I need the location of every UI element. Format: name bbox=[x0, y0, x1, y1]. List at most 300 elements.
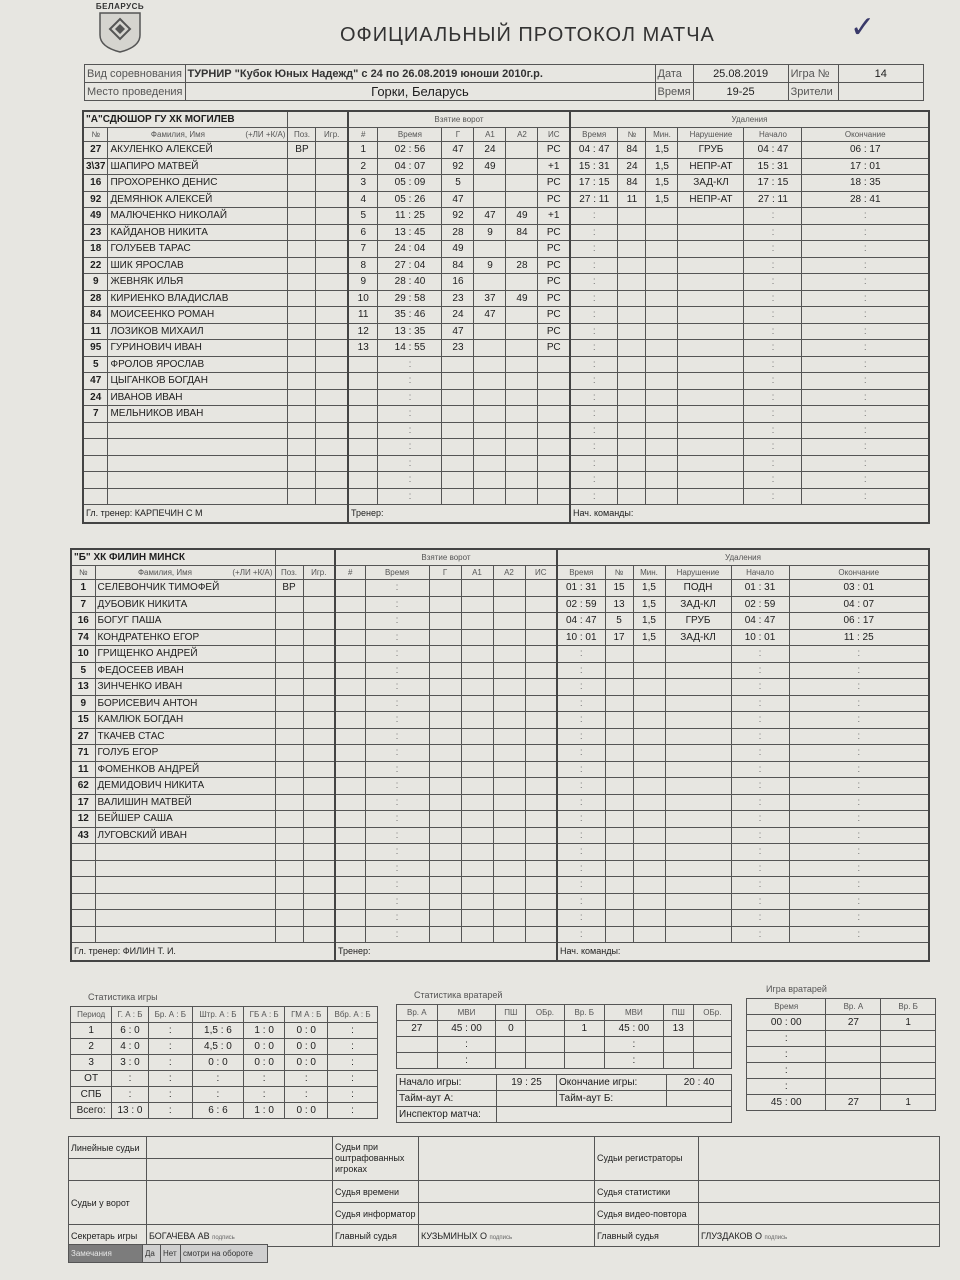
team-a-goal-assist1 bbox=[474, 488, 506, 505]
team-b-goal-number bbox=[335, 811, 365, 828]
team-b-goal-time: : bbox=[365, 745, 429, 762]
team-b-goal-time: : bbox=[365, 728, 429, 745]
team-b-penalty-end: : bbox=[789, 712, 929, 729]
game-stats-header: Г. А : Б bbox=[112, 1007, 148, 1023]
team-b-goal-time: : bbox=[365, 926, 429, 943]
team-a-penalty-type bbox=[678, 439, 744, 456]
goalie-stats-header: МВИ bbox=[437, 1005, 496, 1021]
team-a-trainer-label: Тренер: bbox=[350, 508, 384, 519]
goalie-game-cell bbox=[826, 1063, 881, 1079]
team-a-row bbox=[83, 356, 929, 373]
game-no-label: Игра № bbox=[788, 65, 838, 83]
team-b-penalty-end: : bbox=[789, 761, 929, 778]
team-a-penalty-start: : bbox=[744, 340, 802, 357]
team-b-goal-time: : bbox=[365, 811, 429, 828]
team-b-goal-number bbox=[335, 910, 365, 927]
team-b-penalty-minutes bbox=[633, 728, 665, 745]
game-stats-cell: 6 : 6 bbox=[192, 1103, 243, 1119]
team-a-goal-strength: РС bbox=[538, 274, 570, 291]
team-b-penalty-time: : bbox=[557, 712, 605, 729]
team-a-player-pos bbox=[288, 323, 316, 340]
video-judge-value bbox=[699, 1203, 940, 1225]
team-b-player-name: БОРИСЕВИЧ АНТОН bbox=[95, 695, 275, 712]
team-a-penalty-end: : bbox=[802, 406, 929, 423]
team-a-blank-head bbox=[288, 111, 348, 128]
team-b-goal-scorer bbox=[429, 811, 461, 828]
team-a-penalty-player: 84 bbox=[618, 175, 646, 192]
team-a-player-pos bbox=[288, 257, 316, 274]
team-b-penalty-type bbox=[665, 926, 731, 943]
team-b-row bbox=[71, 893, 929, 910]
team-a-goal-assist1 bbox=[474, 340, 506, 357]
team-a-goal-assist1 bbox=[474, 191, 506, 208]
team-b-goal-scorer bbox=[429, 827, 461, 844]
team-b-penalty-time: : bbox=[557, 761, 605, 778]
team-b-blank-head bbox=[275, 549, 335, 566]
team-a-penalty-start: : bbox=[744, 422, 802, 439]
team-a-player-name: ПРОХОРЕНКО ДЕНИС bbox=[108, 175, 288, 192]
goalie-stats-cell: 45 : 00 bbox=[437, 1021, 496, 1037]
team-a-penalty-time: : bbox=[570, 422, 618, 439]
team-b-col-p_no: № bbox=[605, 566, 633, 580]
team-b-row bbox=[71, 613, 929, 630]
team-a-player-games bbox=[316, 274, 348, 291]
team-b-player-games bbox=[303, 827, 335, 844]
team-b-goal-number bbox=[335, 728, 365, 745]
team-a-penalty-type bbox=[678, 290, 744, 307]
team-a-penalty-time: : bbox=[570, 488, 618, 505]
match-info-table bbox=[84, 64, 924, 101]
team-b-penalty-minutes bbox=[633, 811, 665, 828]
team-a-goal-assist1 bbox=[474, 323, 506, 340]
team-a-goal-time: 28 : 40 bbox=[378, 274, 442, 291]
team-b-goal-assist1 bbox=[461, 629, 493, 646]
team-b-penalty-end: : bbox=[789, 794, 929, 811]
team-a-goal-assist2 bbox=[506, 323, 538, 340]
team-a-penalty-player bbox=[618, 488, 646, 505]
team-b-penalty-player bbox=[605, 712, 633, 729]
team-b-penalty-start: : bbox=[731, 844, 789, 861]
team-b-goal-number bbox=[335, 860, 365, 877]
game-stats-cell: : bbox=[112, 1087, 148, 1103]
penalty-judges-label: Судьи при оштрафованных игроках bbox=[333, 1137, 419, 1181]
team-a-player-games bbox=[316, 406, 348, 423]
team-a-penalty-time: : bbox=[570, 257, 618, 274]
team-a-penalty-player bbox=[618, 290, 646, 307]
team-a-goal-time: 14 : 55 bbox=[378, 340, 442, 357]
team-b-goal-assist2 bbox=[493, 580, 525, 597]
team-a-penalty-minutes bbox=[646, 208, 678, 225]
team-b-penalty-end: : bbox=[789, 745, 929, 762]
team-b-goal-strength bbox=[525, 893, 557, 910]
team-a-player-number: 9 bbox=[83, 274, 108, 291]
team-b-penalty-type bbox=[665, 761, 731, 778]
goalie-stats-header: ОБр. bbox=[693, 1005, 731, 1021]
game-stats-cell: : bbox=[148, 1103, 192, 1119]
team-b-goal-assist2 bbox=[493, 662, 525, 679]
team-a-row bbox=[83, 373, 929, 390]
team-a-penalty-end: : bbox=[802, 472, 929, 489]
team-a-penalty-start: 27 : 11 bbox=[744, 191, 802, 208]
team-b-goal-strength bbox=[525, 613, 557, 630]
team-a-goal-time: 02 : 56 bbox=[378, 142, 442, 159]
team-b-goal-time: : bbox=[365, 695, 429, 712]
team-a-penalty-type bbox=[678, 241, 744, 258]
team-b-penalty-minutes bbox=[633, 679, 665, 696]
team-a-player-name: КИРИЕНКО ВЛАДИСЛАВ bbox=[108, 290, 288, 307]
team-a-player-name: ФРОЛОВ ЯРОСЛАВ bbox=[108, 356, 288, 373]
team-a-goal-strength bbox=[538, 406, 570, 423]
game-stats-cell: : bbox=[148, 1071, 192, 1087]
team-a-penalty-time: : bbox=[570, 274, 618, 291]
team-a-player-pos bbox=[288, 455, 316, 472]
team-a-player-number: 16 bbox=[83, 175, 108, 192]
timeout-b-value bbox=[667, 1091, 732, 1107]
team-b-col-p_type: Нарушение bbox=[665, 566, 731, 580]
team-a-player-number bbox=[83, 455, 108, 472]
team-a-penalty-end: : bbox=[802, 488, 929, 505]
team-a-penalty-end: 17 : 01 bbox=[802, 158, 929, 175]
team-a-penalty-start: : bbox=[744, 356, 802, 373]
team-a-penalty-type bbox=[678, 455, 744, 472]
team-a-row bbox=[83, 257, 929, 274]
team-a-goal-scorer: 84 bbox=[442, 257, 474, 274]
team-a-goal-number bbox=[348, 439, 378, 456]
team-a-player-number: 27 bbox=[83, 142, 108, 159]
team-a-goal-number bbox=[348, 488, 378, 505]
team-a-goal-assist2 bbox=[506, 175, 538, 192]
team-a-penalty-type bbox=[678, 472, 744, 489]
team-b-goal-scorer bbox=[429, 679, 461, 696]
team-b-goal-assist1 bbox=[461, 877, 493, 894]
team-b-penalty-type bbox=[665, 695, 731, 712]
goalie-stats-cell: : bbox=[437, 1053, 496, 1069]
team-a-goal-strength bbox=[538, 472, 570, 489]
team-a-col-g: Г bbox=[442, 128, 474, 142]
team-b-penalty-minutes bbox=[633, 877, 665, 894]
team-a-player-name: ГОЛУБЕВ ТАРАС bbox=[108, 241, 288, 258]
team-a-penalty-start: : bbox=[744, 307, 802, 324]
goalie-stats-cell bbox=[526, 1053, 564, 1069]
team-a-player-number: 95 bbox=[83, 340, 108, 357]
team-a-col-name-text: Фамилия, Имя bbox=[150, 130, 205, 139]
team-b-player-number: 11 bbox=[71, 761, 95, 778]
goalie-stats-cell: 1 bbox=[564, 1021, 604, 1037]
team-b-goal-assist1 bbox=[461, 811, 493, 828]
goalie-stats-cell bbox=[693, 1037, 731, 1053]
game-stats-cell: 0 : 0 bbox=[285, 1023, 328, 1039]
team-a-goal-assist1 bbox=[474, 373, 506, 390]
team-a-goal-assist2 bbox=[506, 455, 538, 472]
team-a-goal-scorer bbox=[442, 356, 474, 373]
team-a-penalty-type bbox=[678, 307, 744, 324]
game-stats-cell: 4 : 0 bbox=[112, 1039, 148, 1055]
team-b-player-number: 71 bbox=[71, 745, 95, 762]
team-a-penalty-end: 18 : 35 bbox=[802, 175, 929, 192]
team-b-player-games bbox=[303, 629, 335, 646]
team-b-goal-strength bbox=[525, 827, 557, 844]
game-stats-cell: : bbox=[244, 1087, 285, 1103]
team-a-goal-assist2 bbox=[506, 373, 538, 390]
team-b-player-name bbox=[95, 844, 275, 861]
team-b-row bbox=[71, 580, 929, 597]
team-a-penalty-start: : bbox=[744, 323, 802, 340]
team-a-penalty-minutes bbox=[646, 389, 678, 406]
team-a-goal-scorer: 23 bbox=[442, 340, 474, 357]
team-b-player-name: ДЕМИДОВИЧ НИКИТА bbox=[95, 778, 275, 795]
team-a-goal-strength bbox=[538, 455, 570, 472]
team-a-col-name bbox=[108, 128, 288, 142]
team-a-player-name bbox=[108, 422, 288, 439]
team-a-goal-time: : bbox=[378, 472, 442, 489]
team-a-goal-assist1: 9 bbox=[474, 224, 506, 241]
team-b-player-name: ДУБОВИК НИКИТА bbox=[95, 596, 275, 613]
team-a-player-games bbox=[316, 257, 348, 274]
team-b-goal-strength bbox=[525, 811, 557, 828]
game-stats-cell: : bbox=[328, 1023, 378, 1039]
game-stats-header: Вбр. А : Б bbox=[328, 1007, 378, 1023]
team-b-goal-number bbox=[335, 844, 365, 861]
team-b-goal-assist2 bbox=[493, 695, 525, 712]
team-b-player-games bbox=[303, 596, 335, 613]
remarks-yes[interactable]: Да bbox=[143, 1245, 161, 1263]
goalie-stats-cell: 45 : 00 bbox=[605, 1021, 664, 1037]
team-a-goal-assist2 bbox=[506, 406, 538, 423]
team-a-goal-scorer: 49 bbox=[442, 241, 474, 258]
team-b-player-games bbox=[303, 679, 335, 696]
goalie-game-row bbox=[747, 1079, 936, 1095]
game-stats-row bbox=[71, 1087, 378, 1103]
team-a-goal-time: : bbox=[378, 373, 442, 390]
game-stats-header: Период bbox=[71, 1007, 112, 1023]
team-a-player-name: АКУЛЕНКО АЛЕКСЕЙ bbox=[108, 142, 288, 159]
team-a-penalty-type bbox=[678, 340, 744, 357]
game-stats-cell: : bbox=[285, 1071, 328, 1087]
team-a-penalty-time: : bbox=[570, 356, 618, 373]
team-b-penalty-time: : bbox=[557, 811, 605, 828]
team-b-goal-number bbox=[335, 646, 365, 663]
team-a-player-number: 47 bbox=[83, 373, 108, 390]
team-b-goal-assist2 bbox=[493, 712, 525, 729]
team-b-penalty-start: 02 : 59 bbox=[731, 596, 789, 613]
team-a-goal-time: 13 : 35 bbox=[378, 323, 442, 340]
team-a-goal-assist2: 49 bbox=[506, 290, 538, 307]
team-a-penalty-start: 15 : 31 bbox=[744, 158, 802, 175]
team-b-penalty-end: : bbox=[789, 679, 929, 696]
team-b-player-number: 7 bbox=[71, 596, 95, 613]
team-b-player-name bbox=[95, 910, 275, 927]
team-a-goal-assist2 bbox=[506, 274, 538, 291]
team-a-penalty-time: : bbox=[570, 406, 618, 423]
team-b-goal-strength bbox=[525, 844, 557, 861]
team-b-goal-scorer bbox=[429, 596, 461, 613]
spectators-label: Зрители bbox=[788, 83, 838, 101]
game-stats-cell: 0 : 0 bbox=[244, 1039, 285, 1055]
team-a-penalty-type bbox=[678, 323, 744, 340]
team-b-player-number bbox=[71, 926, 95, 943]
team-a-player-pos bbox=[288, 439, 316, 456]
team-a-player-number: 92 bbox=[83, 191, 108, 208]
game-stats-cell: 4,5 : 0 bbox=[192, 1039, 243, 1055]
timeout-b-label: Тайм-аут Б: bbox=[557, 1091, 667, 1107]
team-a-penalty-end: : bbox=[802, 208, 929, 225]
team-b-player-name bbox=[95, 893, 275, 910]
goalie-stats-cell bbox=[397, 1053, 438, 1069]
team-b-player-games bbox=[303, 893, 335, 910]
team-b-goal-assist1 bbox=[461, 893, 493, 910]
goalie-game-header: Вр. А bbox=[826, 999, 881, 1015]
team-a-goal-number bbox=[348, 373, 378, 390]
team-a-row bbox=[83, 175, 929, 192]
team-a-penalty-type bbox=[678, 356, 744, 373]
team-b-goal-assist2 bbox=[493, 778, 525, 795]
team-a-player-games bbox=[316, 356, 348, 373]
team-b-goal-assist2 bbox=[493, 761, 525, 778]
team-a-penalty-start: : bbox=[744, 406, 802, 423]
game-stats-cell: 1 bbox=[71, 1023, 112, 1039]
team-a-row bbox=[83, 274, 929, 291]
registrars-value bbox=[699, 1137, 940, 1181]
team-a-row bbox=[83, 422, 929, 439]
team-a-penalty-type bbox=[678, 389, 744, 406]
game-stats-cell: 2 bbox=[71, 1039, 112, 1055]
team-a-penalty-player: 84 bbox=[618, 142, 646, 159]
team-b-row bbox=[71, 827, 929, 844]
team-b-goal-strength bbox=[525, 745, 557, 762]
team-b-goal-number bbox=[335, 877, 365, 894]
team-a-penalty-end: : bbox=[802, 323, 929, 340]
team-a-goal-number: 3 bbox=[348, 175, 378, 192]
team-a-penalty-player bbox=[618, 356, 646, 373]
team-b-goal-number bbox=[335, 662, 365, 679]
team-a-col-flags: (+ЛИ +К/А) bbox=[245, 130, 286, 139]
team-b-penalty-end: : bbox=[789, 844, 929, 861]
goalie-stats-cell: : bbox=[605, 1053, 664, 1069]
team-a-penalty-minutes bbox=[646, 323, 678, 340]
goalie-game-cell bbox=[826, 1047, 881, 1063]
team-b-penalty-start: : bbox=[731, 910, 789, 927]
team-a-penalty-type bbox=[678, 224, 744, 241]
team-b-penalty-end: : bbox=[789, 695, 929, 712]
video-judge-label: Судья видео-повтора bbox=[595, 1203, 699, 1225]
game-stats-header: ГМ А : Б bbox=[285, 1007, 328, 1023]
team-b-penalty-player bbox=[605, 893, 633, 910]
game-stats-cell: 0 : 0 bbox=[285, 1055, 328, 1071]
team-a-col-p_start: Начало bbox=[744, 128, 802, 142]
team-b-penalty-start: : bbox=[731, 679, 789, 696]
team-b-goal-assist2 bbox=[493, 794, 525, 811]
team-a-penalty-start: : bbox=[744, 257, 802, 274]
team-b-penalty-time: : bbox=[557, 778, 605, 795]
team-a-goal-number: 9 bbox=[348, 274, 378, 291]
team-b-player-number: 43 bbox=[71, 827, 95, 844]
team-b-goal-assist2 bbox=[493, 679, 525, 696]
team-a-goal-time: 05 : 26 bbox=[378, 191, 442, 208]
team-b-row bbox=[71, 695, 929, 712]
team-a-penalty-minutes bbox=[646, 422, 678, 439]
line-judges-extra-value bbox=[147, 1159, 333, 1181]
team-a-player-pos bbox=[288, 373, 316, 390]
game-stats-table bbox=[70, 1006, 378, 1119]
team-a-row bbox=[83, 472, 929, 489]
secretary-label: Секретарь игры bbox=[69, 1225, 147, 1247]
remarks-no[interactable]: Нет bbox=[161, 1245, 181, 1263]
team-a-table bbox=[82, 110, 930, 524]
team-a-penalty-type: ГРУБ bbox=[678, 142, 744, 159]
team-b-goal-assist2 bbox=[493, 745, 525, 762]
goalie-game-cell bbox=[881, 1079, 936, 1095]
team-b-goal-assist2 bbox=[493, 646, 525, 663]
team-b-penalty-player bbox=[605, 728, 633, 745]
team-b-player-name: ВАЛИШИН МАТВЕЙ bbox=[95, 794, 275, 811]
team-b-penalty-end: 04 : 07 bbox=[789, 596, 929, 613]
team-a-penalty-minutes bbox=[646, 307, 678, 324]
team-b-player-games bbox=[303, 877, 335, 894]
team-b-goal-scorer bbox=[429, 926, 461, 943]
team-a-row bbox=[83, 290, 929, 307]
goalie-game-cell: 00 : 00 bbox=[747, 1015, 826, 1031]
team-b-goal-strength bbox=[525, 910, 557, 927]
team-a-player-name: ЖЕВНЯК ИЛЬЯ bbox=[108, 274, 288, 291]
team-b-col-name-text: Фамилия, Имя bbox=[137, 568, 192, 577]
team-b-goal-number bbox=[335, 794, 365, 811]
team-b-goal-strength bbox=[525, 679, 557, 696]
team-a-penalty-start: : bbox=[744, 472, 802, 489]
team-b-penalty-player bbox=[605, 778, 633, 795]
team-a-goal-assist2 bbox=[506, 422, 538, 439]
goalie-stats-header: ОБр. bbox=[526, 1005, 564, 1021]
team-a-player-games bbox=[316, 389, 348, 406]
team-b-col-a1: А1 bbox=[461, 566, 493, 580]
team-b-penalty-type bbox=[665, 794, 731, 811]
team-b-penalty-time: : bbox=[557, 728, 605, 745]
team-b-penalty-type: ЗАД-КЛ bbox=[665, 629, 731, 646]
team-a-player-number: 23 bbox=[83, 224, 108, 241]
team-b-penalty-start: : bbox=[731, 877, 789, 894]
team-a-goal-strength: РС bbox=[538, 290, 570, 307]
team-b-penalty-minutes bbox=[633, 695, 665, 712]
team-b-row bbox=[71, 629, 929, 646]
team-b-player-pos bbox=[275, 926, 303, 943]
team-a-row bbox=[83, 241, 929, 258]
team-b-player-pos bbox=[275, 662, 303, 679]
team-a-player-name bbox=[108, 439, 288, 456]
team-b-penalty-start: : bbox=[731, 926, 789, 943]
goalie-game-row bbox=[747, 1047, 936, 1063]
team-a-penalty-player bbox=[618, 307, 646, 324]
team-a-goal-strength bbox=[538, 389, 570, 406]
game-stats-header: ГБ А : Б bbox=[244, 1007, 285, 1023]
goalie-stats-row bbox=[397, 1021, 732, 1037]
team-a-goal-assist2 bbox=[506, 356, 538, 373]
team-b-row bbox=[71, 646, 929, 663]
game-stats-cell: 13 : 0 bbox=[112, 1103, 148, 1119]
team-a-goal-strength: РС bbox=[538, 191, 570, 208]
team-b-goal-assist1 bbox=[461, 712, 493, 729]
team-a-row bbox=[83, 142, 929, 159]
team-a-penalty-type bbox=[678, 257, 744, 274]
team-b-penalty-player bbox=[605, 761, 633, 778]
team-a-goal-strength: РС bbox=[538, 307, 570, 324]
team-a-player-pos bbox=[288, 307, 316, 324]
team-b-goal-assist1 bbox=[461, 646, 493, 663]
team-b-player-name: ЗИНЧЕНКО ИВАН bbox=[95, 679, 275, 696]
team-b-penalty-time: : bbox=[557, 679, 605, 696]
team-a-goal-assist1 bbox=[474, 422, 506, 439]
team-b-goal-time: : bbox=[365, 860, 429, 877]
team-b-player-number bbox=[71, 844, 95, 861]
team-b-goal-assist1 bbox=[461, 695, 493, 712]
